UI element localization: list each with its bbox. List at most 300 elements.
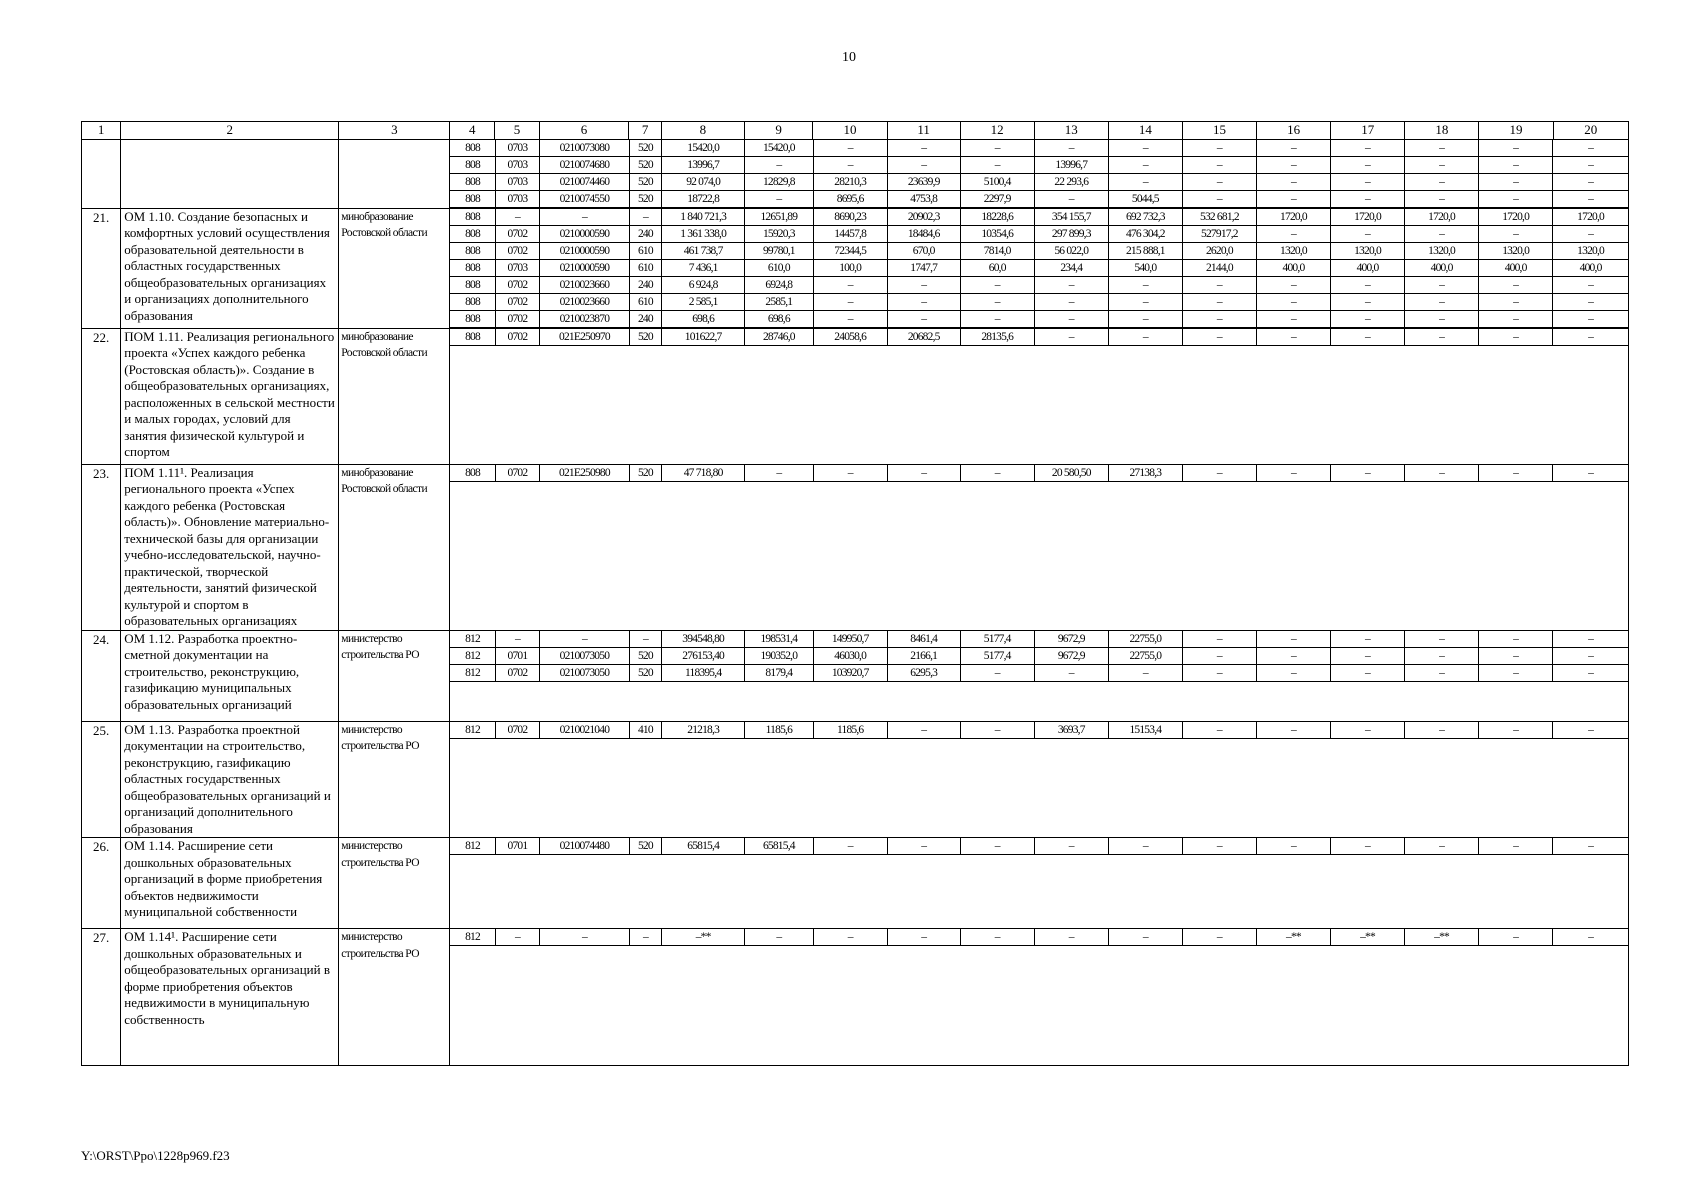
value-cell: –: [960, 276, 1034, 293]
value-cell: –: [1553, 465, 1628, 482]
value-cell: 0701: [495, 647, 540, 664]
budget-line: [450, 929, 1628, 946]
value-cell: –: [745, 156, 814, 173]
value-cell: –**: [1331, 929, 1405, 946]
value-cell: 2585,1: [745, 293, 814, 310]
value-cell: 100,0: [813, 259, 887, 276]
value-cell: –: [1553, 156, 1628, 173]
value-cell: 0210023870: [540, 310, 629, 327]
value-cell: –: [1034, 140, 1108, 157]
executor: [339, 139, 450, 208]
budget-line: [450, 259, 1628, 276]
header-cell: 15: [1182, 122, 1256, 140]
value-cell: 540,0: [1108, 259, 1182, 276]
value-cell: –: [1405, 276, 1479, 293]
header-cell: 13: [1034, 122, 1108, 140]
header-cell: 11: [887, 122, 960, 140]
row-number: 25.: [82, 721, 121, 838]
budget-line: [450, 156, 1628, 173]
value-cell: –: [1256, 140, 1330, 157]
value-cell: –: [960, 310, 1034, 327]
value-cell: 520: [629, 140, 662, 157]
value-cell: 527917,2: [1182, 225, 1256, 242]
value-cell: 532 681,2: [1182, 209, 1256, 226]
value-cell: 276153,40: [662, 647, 745, 664]
value-cell: –: [1405, 647, 1479, 664]
value-cell: –: [887, 838, 960, 855]
value-cell: –: [1034, 929, 1108, 946]
value-cell: 0702: [495, 310, 540, 327]
row-number: 26.: [82, 838, 121, 929]
value-cell: 520: [629, 329, 662, 346]
value-cell: –: [1331, 631, 1405, 648]
value-cell: –: [1331, 225, 1405, 242]
value-cell: 21218,3: [662, 722, 745, 739]
value-cell: 0702: [495, 664, 540, 681]
value-cell: 808: [450, 242, 495, 259]
budget-line: [450, 276, 1628, 293]
value-cell: 5100,4: [960, 173, 1034, 190]
value-cell: 46030,0: [813, 647, 887, 664]
value-cell: 812: [450, 664, 495, 681]
header-cell: 20: [1553, 122, 1628, 140]
value-cell: –: [1256, 329, 1330, 346]
value-cell: 610,0: [745, 259, 814, 276]
budget-line: [450, 293, 1628, 310]
value-cell: –: [887, 140, 960, 157]
value-cell: 8179,4: [745, 664, 814, 681]
value-cell: –**: [662, 929, 745, 946]
value-cell: 2144,0: [1182, 259, 1256, 276]
value-cell: 698,6: [745, 310, 814, 327]
budget-line: [450, 310, 1628, 327]
value-cell: 610: [629, 242, 662, 259]
value-cell: –: [1256, 310, 1330, 327]
value-cell: 2166,1: [887, 647, 960, 664]
value-cell: –: [887, 276, 960, 293]
value-cell: –: [813, 465, 887, 482]
value-cell: 0210000590: [540, 242, 629, 259]
value-cell: 1320,0: [1553, 242, 1628, 259]
executor: министерство строительства РО: [339, 929, 450, 1066]
budget-line: [450, 465, 1628, 482]
value-cell: 12829,8: [745, 173, 814, 190]
value-cell: –: [1331, 173, 1405, 190]
value-cell: 354 155,7: [1034, 209, 1108, 226]
value-cell: 240: [629, 225, 662, 242]
value-cell: 6 924,8: [662, 276, 745, 293]
header-cell: 19: [1479, 122, 1553, 140]
value-cell: –: [1479, 329, 1553, 346]
value-cell: 0210074680: [540, 156, 629, 173]
budget-line: [450, 329, 1628, 346]
header-cell: 16: [1257, 122, 1331, 140]
budget-lines: [450, 328, 1629, 464]
value-cell: 0210074460: [540, 173, 629, 190]
measure-name: ОМ 1.10. Создание безопасных и комфортных условий осуществления образовательной деятельности в областных государственных общеобразовательных организациях и организациях дополнительного образования: [121, 208, 339, 328]
value-cell: 101622,7: [662, 329, 745, 346]
value-cell: 15420,0: [662, 140, 745, 157]
value-cell: –: [1479, 225, 1553, 242]
value-cell: 1185,6: [813, 722, 887, 739]
row-number: 27.: [82, 929, 121, 1066]
value-cell: 1 840 721,3: [662, 209, 745, 226]
value-cell: 0702: [495, 465, 540, 482]
table-row: [82, 139, 1629, 208]
header-cell: 3: [339, 122, 450, 140]
value-cell: 5177,4: [960, 631, 1034, 648]
table-row: [82, 929, 1629, 1066]
value-cell: –: [1108, 173, 1182, 190]
value-cell: –: [1108, 929, 1182, 946]
value-cell: –: [495, 929, 540, 946]
value-cell: –: [1405, 293, 1479, 310]
value-cell: 808: [450, 259, 495, 276]
value-cell: –: [1479, 293, 1553, 310]
value-cell: –: [1256, 173, 1330, 190]
measure-name: ПОМ 1.11¹. Реализация регионального проекта «Успех каждого ребенка (Ростовская область)». Обновление материально-технической базы для организации учебно-исследовательской, научно-практической, творческой деятельности, занятий физической культурой и спортом в образовательных организациях: [121, 464, 339, 630]
budget-line: [450, 838, 1628, 855]
value-cell: 0210074480: [540, 838, 629, 855]
value-cell: –: [887, 310, 960, 327]
value-cell: –: [1256, 156, 1330, 173]
value-cell: 190352,0: [745, 647, 814, 664]
value-cell: 240: [629, 276, 662, 293]
value-cell: –: [1182, 190, 1256, 207]
value-cell: 1320,0: [1331, 242, 1405, 259]
value-cell: 18484,6: [887, 225, 960, 242]
value-cell: –: [887, 929, 960, 946]
value-cell: –: [1182, 664, 1256, 681]
value-cell: –: [813, 838, 887, 855]
value-cell: 47 718,80: [662, 465, 745, 482]
value-cell: –: [1256, 647, 1330, 664]
value-cell: –: [1479, 173, 1553, 190]
value-cell: 20682,5: [887, 329, 960, 346]
row-number: 23.: [82, 464, 121, 630]
value-cell: –: [1553, 631, 1628, 648]
measure-name: ПОМ 1.11. Реализация регионального проекта «Успех каждого ребенка (Ростовская область)». Создание в общеобразовательных организациях, расположенных в сельской местности и малых городах, условий для занятия физической культурой и спортом: [121, 328, 339, 464]
value-cell: –: [629, 929, 662, 946]
value-cell: 0210073050: [540, 664, 629, 681]
value-cell: –: [1405, 225, 1479, 242]
value-cell: –: [745, 929, 814, 946]
value-cell: 394548,80: [662, 631, 745, 648]
value-cell: –**: [1405, 929, 1479, 946]
value-cell: 3693,7: [1034, 722, 1108, 739]
value-cell: –: [1182, 329, 1256, 346]
value-cell: –: [1108, 329, 1182, 346]
value-cell: 22755,0: [1108, 647, 1182, 664]
value-cell: –: [1405, 329, 1479, 346]
value-cell: –: [1256, 293, 1330, 310]
value-cell: 13996,7: [1034, 156, 1108, 173]
value-cell: 0703: [495, 156, 540, 173]
budget-line: [450, 225, 1628, 242]
value-cell: –: [495, 631, 540, 648]
value-cell: –: [813, 310, 887, 327]
value-cell: –: [1182, 722, 1256, 739]
value-cell: –: [540, 929, 629, 946]
budget-line: [450, 140, 1628, 157]
value-cell: –: [1479, 722, 1553, 739]
value-cell: –: [1553, 190, 1628, 207]
value-cell: 15420,0: [745, 140, 814, 157]
header-cell: 17: [1331, 122, 1405, 140]
value-cell: 99780,1: [745, 242, 814, 259]
value-cell: 9672,9: [1034, 631, 1108, 648]
value-cell: –: [1182, 929, 1256, 946]
value-cell: 13996,7: [662, 156, 745, 173]
value-cell: 1720,0: [1405, 209, 1479, 226]
value-cell: –: [1331, 664, 1405, 681]
value-cell: 28746,0: [745, 329, 814, 346]
value-cell: –: [1331, 329, 1405, 346]
value-cell: –: [1479, 140, 1553, 157]
value-cell: 0702: [495, 293, 540, 310]
value-cell: 12651,89: [745, 209, 814, 226]
value-cell: 149950,7: [813, 631, 887, 648]
value-cell: –: [1405, 838, 1479, 855]
value-cell: 520: [629, 173, 662, 190]
header-cell: 6: [539, 122, 628, 140]
value-cell: 1320,0: [1405, 242, 1479, 259]
value-cell: –: [1182, 310, 1256, 327]
value-cell: 610: [629, 259, 662, 276]
value-cell: –**: [1256, 929, 1330, 946]
value-cell: –: [1182, 140, 1256, 157]
value-cell: 2297,9: [960, 190, 1034, 207]
value-cell: 808: [450, 173, 495, 190]
value-cell: 0702: [495, 242, 540, 259]
measure-name: ОМ 1.14¹. Расширение сети дошкольных образовательных и общеобразовательных организаций в форме приобретения объектов недвижимости в муниципальную собственность: [121, 929, 339, 1066]
value-cell: –: [1331, 310, 1405, 327]
value-cell: 65815,4: [662, 838, 745, 855]
value-cell: 118395,4: [662, 664, 745, 681]
value-cell: –: [1331, 156, 1405, 173]
value-cell: 0210073050: [540, 647, 629, 664]
value-cell: 9672,9: [1034, 647, 1108, 664]
value-cell: 8690,23: [813, 209, 887, 226]
value-cell: 410: [629, 722, 662, 739]
executor: минобразование Ростовской области: [339, 464, 450, 630]
value-cell: 0210023660: [540, 293, 629, 310]
value-cell: 240: [629, 310, 662, 327]
header-cell: 1: [82, 122, 121, 140]
value-cell: –: [1256, 631, 1330, 648]
budget-line: [450, 722, 1628, 739]
value-cell: 400,0: [1553, 259, 1628, 276]
value-cell: –: [1331, 190, 1405, 207]
footer-file-path: Y:\ORST\Ppo\1228p969.f23: [81, 1148, 230, 1163]
value-cell: 1320,0: [1479, 242, 1553, 259]
value-cell: –: [1553, 293, 1628, 310]
value-cell: –: [1182, 276, 1256, 293]
table-row: [82, 630, 1629, 721]
value-cell: 808: [450, 293, 495, 310]
value-cell: –: [1108, 838, 1182, 855]
measure-name: ОМ 1.14. Расширение сети дошкольных образовательных организаций в форме приобретения объектов недвижимости муниципальной собственности: [121, 838, 339, 929]
value-cell: 520: [629, 190, 662, 207]
measure-name: [121, 139, 339, 208]
value-cell: –: [1256, 664, 1330, 681]
value-cell: 65815,4: [745, 838, 814, 855]
budget-line: [450, 173, 1628, 190]
header-cell: 8: [661, 122, 744, 140]
value-cell: 812: [450, 722, 495, 739]
value-cell: 27138,3: [1108, 465, 1182, 482]
budget-table: [81, 121, 1629, 1066]
value-cell: –: [1256, 722, 1330, 739]
value-cell: –: [813, 156, 887, 173]
value-cell: 520: [629, 647, 662, 664]
value-cell: 215 888,1: [1108, 242, 1182, 259]
value-cell: –: [1479, 929, 1553, 946]
value-cell: 520: [629, 664, 662, 681]
value-cell: –: [629, 631, 662, 648]
value-cell: 808: [450, 225, 495, 242]
value-cell: 5177,4: [960, 647, 1034, 664]
value-cell: 234,4: [1034, 259, 1108, 276]
value-cell: –: [1553, 173, 1628, 190]
header-cell: 2: [121, 122, 339, 140]
value-cell: 1185,6: [745, 722, 814, 739]
value-cell: –: [960, 140, 1034, 157]
budget-line: [450, 647, 1628, 664]
value-cell: 808: [450, 310, 495, 327]
budget-lines: [450, 929, 1629, 1066]
executor: министерство строительства РО: [339, 838, 450, 929]
measure-name: ОМ 1.12. Разработка проектно-сметной документации на строительство, реконструкцию, газификацию муниципальных образовательных организаций: [121, 630, 339, 721]
value-cell: 520: [629, 838, 662, 855]
value-cell: –: [1182, 838, 1256, 855]
value-cell: –: [813, 293, 887, 310]
value-cell: 0703: [495, 140, 540, 157]
value-cell: 1747,7: [887, 259, 960, 276]
value-cell: –: [1256, 465, 1330, 482]
value-cell: –: [1331, 293, 1405, 310]
executor: минобразование Ростовской области: [339, 328, 450, 464]
value-cell: –: [1553, 647, 1628, 664]
value-cell: –: [1108, 293, 1182, 310]
value-cell: 20902,3: [887, 209, 960, 226]
value-cell: –: [1553, 664, 1628, 681]
value-cell: –: [887, 465, 960, 482]
value-cell: 2620,0: [1182, 242, 1256, 259]
value-cell: –: [1405, 664, 1479, 681]
value-cell: 0210073080: [540, 140, 629, 157]
value-cell: 812: [450, 647, 495, 664]
value-cell: –: [745, 465, 814, 482]
value-cell: –: [1331, 722, 1405, 739]
value-cell: 400,0: [1405, 259, 1479, 276]
value-cell: –: [495, 209, 540, 226]
row-number: [82, 139, 121, 208]
value-cell: 610: [629, 293, 662, 310]
value-cell: 808: [450, 140, 495, 157]
header-cell: 18: [1405, 122, 1479, 140]
budget-line: [450, 664, 1628, 681]
value-cell: 8461,4: [887, 631, 960, 648]
value-cell: 0703: [495, 259, 540, 276]
value-cell: 1320,0: [1256, 242, 1330, 259]
header-cell: 14: [1108, 122, 1182, 140]
value-cell: –: [1108, 310, 1182, 327]
value-cell: 1720,0: [1479, 209, 1553, 226]
value-cell: 812: [450, 929, 495, 946]
value-cell: 7 436,1: [662, 259, 745, 276]
value-cell: 808: [450, 329, 495, 346]
value-cell: –: [813, 140, 887, 157]
value-cell: –: [1108, 664, 1182, 681]
value-cell: 60,0: [960, 259, 1034, 276]
value-cell: 0210023660: [540, 276, 629, 293]
value-cell: –: [1182, 293, 1256, 310]
value-cell: –: [1553, 329, 1628, 346]
value-cell: 10354,6: [960, 225, 1034, 242]
value-cell: 15153,4: [1108, 722, 1182, 739]
value-cell: –: [1182, 631, 1256, 648]
value-cell: 0702: [495, 225, 540, 242]
value-cell: 0210021040: [540, 722, 629, 739]
value-cell: 0210000590: [540, 259, 629, 276]
value-cell: –: [1553, 276, 1628, 293]
executor: министерство строительства РО: [339, 630, 450, 721]
value-cell: 1720,0: [1256, 209, 1330, 226]
value-cell: –: [540, 209, 629, 226]
budget-lines: [450, 208, 1629, 328]
value-cell: –: [1479, 664, 1553, 681]
value-cell: –: [1256, 190, 1330, 207]
value-cell: –: [1331, 838, 1405, 855]
value-cell: 14457,8: [813, 225, 887, 242]
value-cell: –: [1331, 647, 1405, 664]
value-cell: –: [960, 465, 1034, 482]
value-cell: 021E250980: [540, 465, 629, 482]
value-cell: –: [1479, 276, 1553, 293]
executor: минобразование Ростовской области: [339, 208, 450, 328]
header-cell: 9: [744, 122, 813, 140]
value-cell: 0210074550: [540, 190, 629, 207]
value-cell: 6924,8: [745, 276, 814, 293]
value-cell: –: [1479, 156, 1553, 173]
value-cell: 0702: [495, 722, 540, 739]
value-cell: 0703: [495, 173, 540, 190]
budget-line: [450, 190, 1628, 207]
value-cell: –: [1405, 722, 1479, 739]
value-cell: 0210000590: [540, 225, 629, 242]
value-cell: 7814,0: [960, 242, 1034, 259]
header-cell: 7: [629, 122, 662, 140]
value-cell: –: [1479, 310, 1553, 327]
value-cell: –: [540, 631, 629, 648]
measure-name: ОМ 1.13. Разработка проектной документации на строительство, реконструкцию, газификацию областных государственных общеобразовательных организаций и организаций дополнительного образования: [121, 721, 339, 838]
value-cell: –: [1256, 838, 1330, 855]
value-cell: 808: [450, 276, 495, 293]
value-cell: –: [1108, 276, 1182, 293]
value-cell: –: [1553, 838, 1628, 855]
value-cell: 72344,5: [813, 242, 887, 259]
value-cell: –: [1108, 140, 1182, 157]
value-cell: –: [1553, 140, 1628, 157]
header-cell: 4: [450, 122, 495, 140]
value-cell: 0702: [495, 329, 540, 346]
value-cell: –: [1479, 190, 1553, 207]
page-number: 10: [842, 50, 856, 65]
value-cell: 28210,3: [813, 173, 887, 190]
value-cell: –: [1405, 631, 1479, 648]
value-cell: 18228,6: [960, 209, 1034, 226]
